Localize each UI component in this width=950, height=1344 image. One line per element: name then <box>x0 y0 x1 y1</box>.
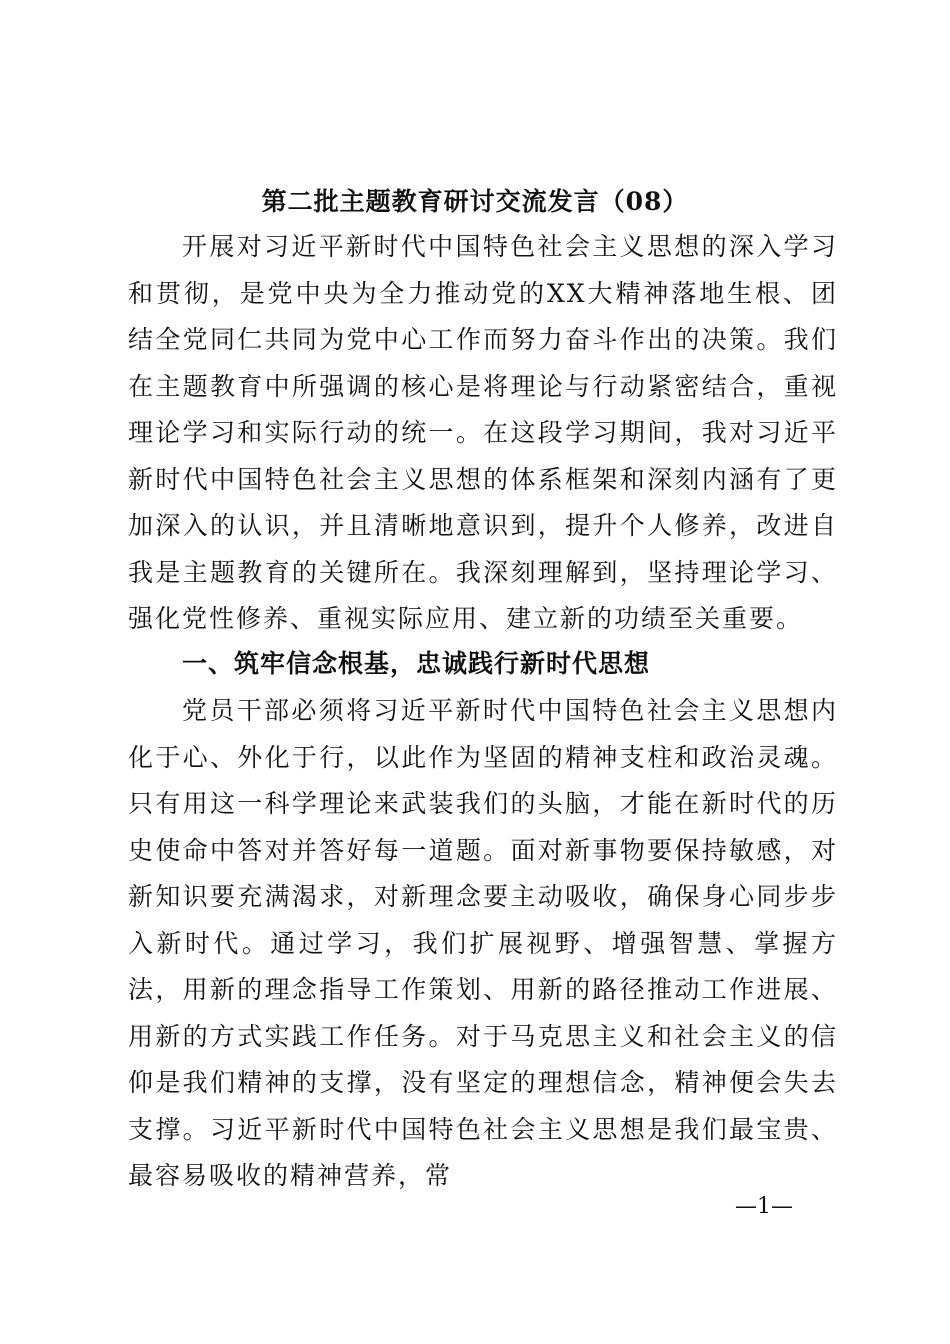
intro-paragraph: 开展对习近平新时代中国特色社会主义思想的深入学习和贯彻，是党中央为全力推动党的XX大精神落地生根、团结全党同仁共同为党中心工作而努力奋斗作出的决策。我们在主题教育中所强调的核心是将理论与行动紧密结合，重视理论学习和实际行动的统一。在这段学习期间，我对习近平新时代中国特色社会主义思想的体系框架和深刻内涵有了更加深入的认识，并且清晰地意识到，提升个人修养，改进自我是主题教育的关键所在。我深刻理解到，坚持理论学习、强化党性修养、重视实际应用、建立新的功绩至关重要。 <box>128 232 838 633</box>
document-title: 第二批主题教育研讨交流发言（08） <box>261 187 689 216</box>
page-number: —1— <box>735 1194 793 1219</box>
section-heading: 一、筑牢信念根基，忠诚践行新时代思想 <box>182 649 651 678</box>
section-paragraph: 党员干部必须将习近平新时代中国特色社会主义思想内化于心、外化于行，以此作为坚固的精神支柱和政治灵魂。只有用这一科学理论来武装我们的头脑，才能在新时代的历史使命中答对并答好每一道题。面对新事物要保持敏感，对新知识要充满渴求，对新理念要主动吸收，确保身心同步步入新时代。通过学习，我们扩展视野、增强智慧、掌握方法，用新的理念指导工作策划、用新的路径推动工作进展、用新的方式实践工作任务。对于马克思主义和社会主义的信仰是我们精神的支撑，没有坚定的理想信念，精神便会失去支撑。习近平新时代中国特色社会主义思想是我们最宝贵、最容易吸收的精神营养，常 <box>128 696 838 1190</box>
